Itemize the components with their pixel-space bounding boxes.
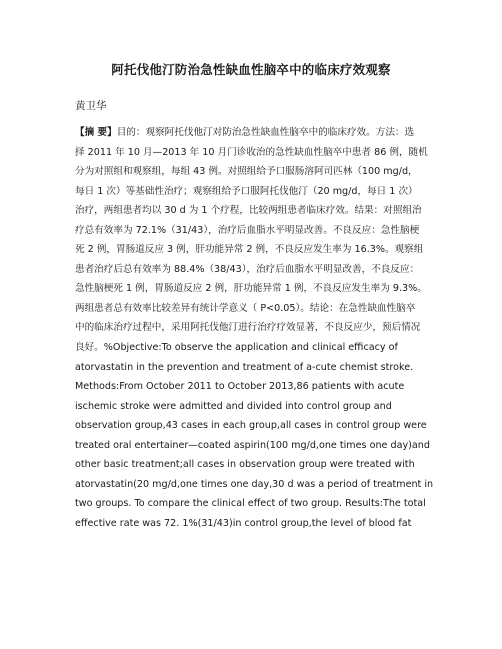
abstract-line: 患者治疗后总有效率为 88.4%（38/43），治疗后血脂水平明显改善，不良反应： — [75, 263, 420, 275]
abstract-line: 治疗，两组患者均以 30 d 为 1 个疗程，比较两组患者临床疗效。结果：对照组治 — [75, 205, 422, 217]
abstract-line: 中的临床治疗过程中，采用阿托伐他汀进行治疗疗效显著，不良反应少，预后情况 — [75, 322, 421, 334]
abstract-line-1 — [75, 123, 433, 143]
abstract-line: atorvastatin in the prevention and treatment of a-cute chemist stroke. — [75, 361, 414, 373]
article-author: 黄卫华 — [75, 100, 107, 112]
abstract-line: two groups. To compare the clinical effect of two group. Results:The total — [75, 498, 426, 510]
abstract-line: 急性脑梗死 1 例，胃肠道反应 2 例，肝功能异常 1 例，不良反应发生率为 9.3%。 — [75, 283, 427, 295]
abstract-line: observation group,43 cases in each group,all cases in control group were — [75, 420, 427, 432]
article-title: 阿托伐他汀防治急性缺血性脑卒中的临床疗效观察 — [111, 62, 391, 77]
abstract-line: other basic treatment;all cases in observation group were treated with — [75, 459, 415, 471]
abstract-line: treated oral entertainer—coated aspirin(100 mg/d,one times one day)and — [75, 439, 430, 451]
abstract-line: ischemic stroke were admitted and divided into control group and — [75, 400, 392, 412]
abstract-line: 疗总有效率为 72.1%（31/43），治疗后血脂水平明显改善。不良反应：急性脑梗 — [75, 224, 420, 236]
abstract-line: 良好。%Objective:To observe the application and clinical efficacy of — [75, 342, 398, 354]
abstract-label: 【摘 要】 — [75, 127, 117, 138]
abstract-line: 两组患者总有效率比较差异有统计学意义（ P<0.05）。结论：在急性缺血性脑卒 — [75, 302, 416, 314]
abstract-line: atorvastatin(20 mg/d,one times one day,30 d was a period of treatment in — [75, 478, 434, 490]
abstract-line: 分为对照组和观察组，每组 43 例。对照组给予口服肠溶阿司匹林（100 mg/d， — [75, 166, 418, 178]
abstract-line: Methods:From October 2011 to October 2013,86 patients with acute — [75, 381, 405, 393]
abstract-line: effective rate was 72. 1%(31/43)in control group,the level of blood fat — [75, 517, 412, 529]
abstract-line: 择 2011 年 10 月—2013 年 10 月门诊收治的急性缺血性脑卒中患者 86 例，随机 — [75, 146, 428, 158]
abstract-line: 死 2 例，胃肠道反应 3 例，肝功能异常 2 例，不良反应发生率为 16.3%。观察组 — [75, 244, 424, 256]
abstract-text: 目的：观察阿托伐他汀对防治急性缺血性脑卒中的临床疗效。方法：选 — [116, 127, 415, 138]
abstract-line: 每日 1 次）等基础性治疗；观察组给予口服阿托伐他汀（20 mg/d，每日 1 次） — [75, 185, 418, 197]
abstract — [75, 123, 433, 533]
